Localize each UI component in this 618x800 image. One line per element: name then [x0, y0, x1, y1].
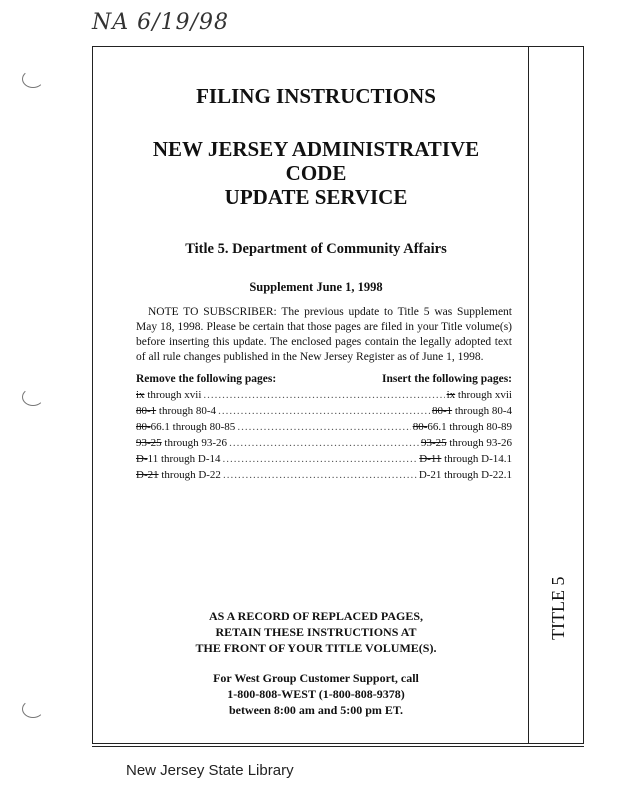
page-row — [136, 467, 512, 483]
remove-header: Remove the following pages: — [136, 373, 277, 385]
library-stamp: New Jersey State Library — [126, 762, 294, 779]
removed-start: ix — [136, 389, 145, 401]
page-row — [136, 403, 512, 419]
removed-rest: through 80-4 — [156, 405, 217, 417]
inserted-start: 80-1 — [431, 405, 453, 417]
punch-hole-mark — [22, 70, 44, 88]
inserted-rest: through 80-4 — [452, 405, 512, 417]
removed-start: D- — [136, 453, 148, 465]
removed-rest: through D-22 — [158, 469, 221, 481]
leader-dots — [218, 403, 430, 419]
page-row — [136, 435, 512, 451]
page-row — [136, 419, 512, 435]
removed-rest: through 93-26 — [161, 437, 228, 449]
handwritten-note: NA 6/19/98 — [92, 10, 229, 35]
leader-dots — [223, 451, 418, 467]
page-title: FILING INSTRUCTIONS — [196, 84, 436, 108]
inserted-start: 93-25 — [420, 437, 447, 449]
support-line: between 8:00 am and 5:00 pm ET. — [228, 703, 404, 717]
subscriber-note: NOTE TO SUBSCRIBER: The previous update to Title 5 was Supplement May 18, 1998. Please be certain that those pages are filed in your Title volume(s) before inserting this update. The enclosed pages contain the legally adopted text of all rule changes published in the New Jersey Register as of June 1, 1998. — [136, 306, 512, 363]
record-line: THE FRONT OF YOUR TITLE VOLUME(S). — [195, 641, 437, 655]
removed-start: 80-1 — [136, 405, 157, 417]
inserted-rest: through 93-26 — [446, 437, 512, 449]
code-title-line: UPDATE SERVICE — [224, 185, 408, 209]
support-line: For West Group Customer Support, call — [213, 671, 419, 685]
side-column-divider — [528, 46, 529, 744]
record-line: RETAIN THESE INSTRUCTIONS AT — [215, 625, 417, 639]
leader-dots — [237, 419, 410, 435]
inserted-start: D-11 — [419, 453, 442, 465]
leader-dots — [203, 387, 444, 403]
removed-rest: 66.1 through 80-85 — [150, 421, 236, 433]
code-title — [120, 137, 512, 209]
removed-start: D-21 — [136, 469, 159, 481]
pages-table-header — [136, 373, 512, 385]
leader-dots — [223, 467, 417, 483]
removed-rest: through xvii — [144, 389, 202, 401]
code-title-line: NEW JERSEY ADMINISTRATIVE CODE — [152, 137, 480, 185]
page-row — [136, 387, 512, 403]
punch-hole-mark — [22, 388, 44, 406]
punch-hole-mark — [22, 700, 44, 718]
inserted-start: ix — [446, 389, 456, 401]
support-line: 1-800-808-WEST (1-800-808-9378) — [227, 687, 405, 701]
record-line: AS A RECORD OF REPLACED PAGES, — [208, 609, 424, 623]
page-row — [136, 451, 512, 467]
inserted-rest: through xvii — [455, 389, 512, 401]
inserted-rest: D-21 through D-22.1 — [418, 469, 512, 481]
record-notice — [120, 608, 512, 656]
removed-start: 93-25 — [136, 437, 162, 449]
inserted-rest: 66.1 through 80-89 — [427, 421, 512, 433]
insert-header: Insert the following pages: — [381, 373, 512, 385]
removed-start: 80- — [136, 421, 151, 433]
supplement-date: Supplement June 1, 1998 — [249, 280, 383, 294]
inserted-start: 80- — [412, 421, 428, 433]
leader-dots — [229, 435, 419, 451]
side-title-label: TITLE 5 — [548, 576, 568, 640]
support-notice — [120, 670, 512, 718]
instructions-content — [120, 84, 512, 483]
removed-rest: 11 through D-14 — [147, 453, 221, 465]
frame-double-rule — [92, 746, 584, 747]
department-heading: Title 5. Department of Community Affairs — [185, 241, 447, 257]
inserted-rest: through D-14.1 — [441, 453, 512, 465]
